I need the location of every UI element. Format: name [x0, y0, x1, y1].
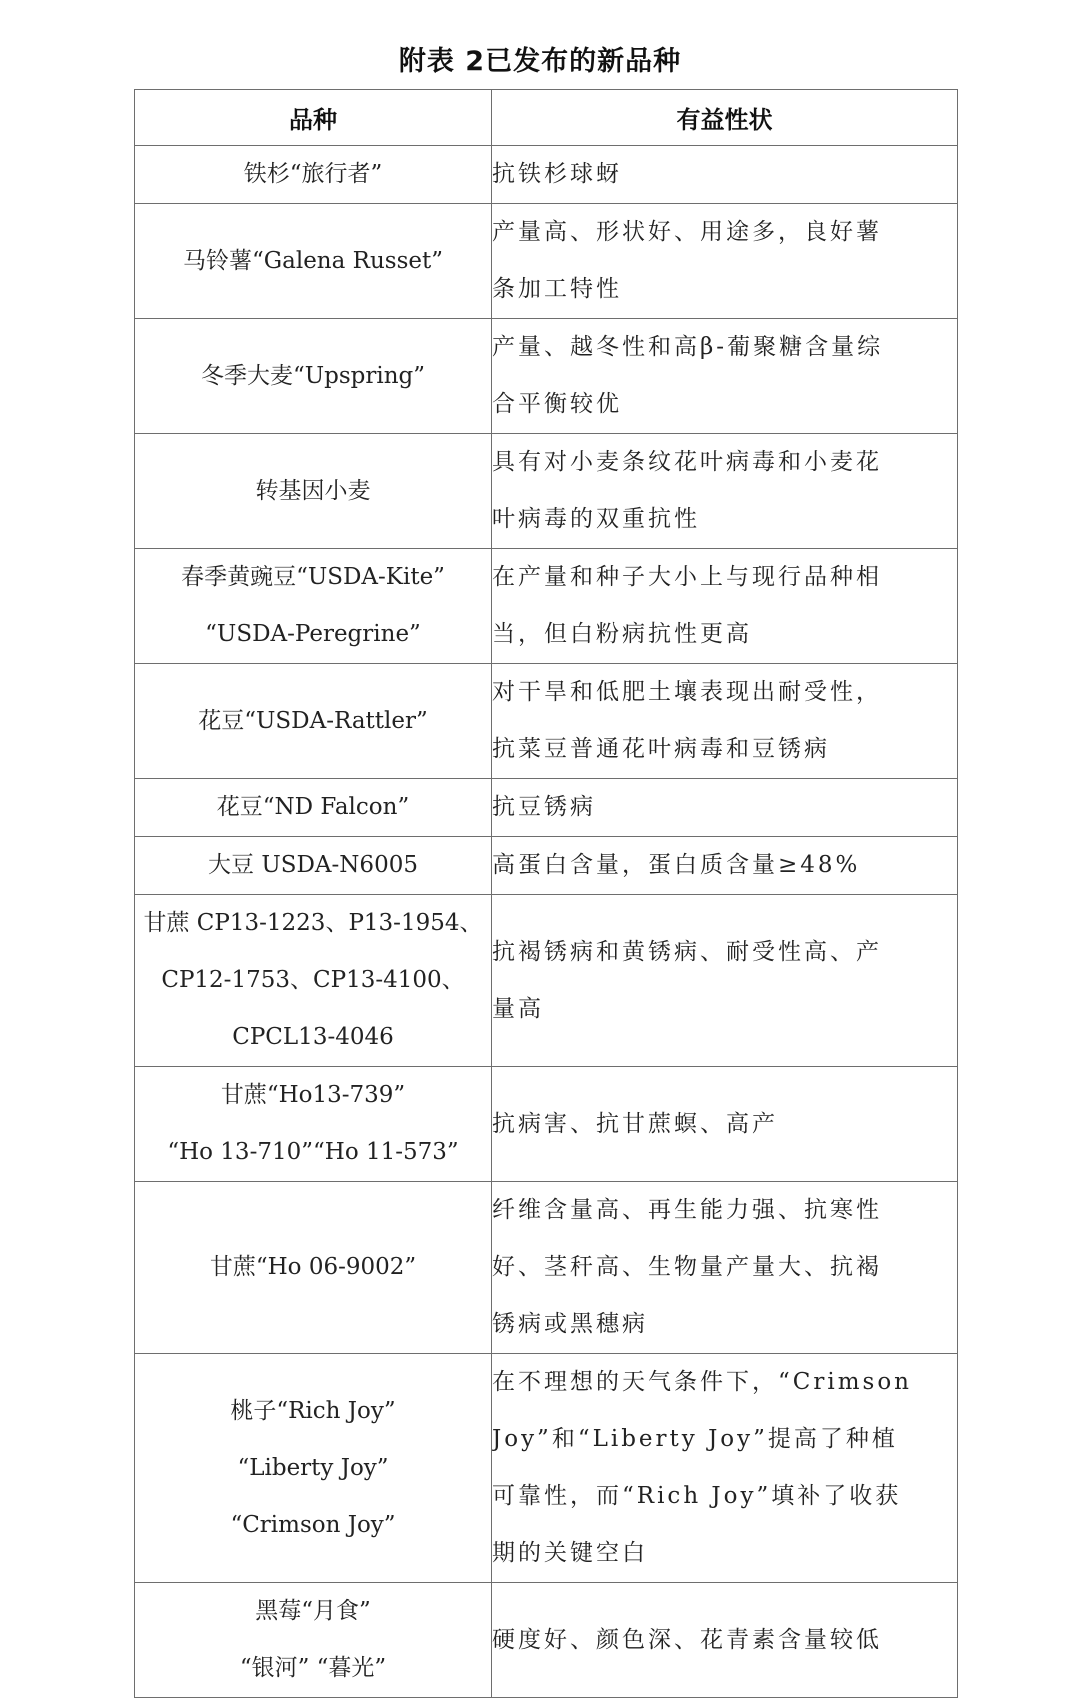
- trait-text-line: 锈病或黑穗病: [492, 1311, 648, 1337]
- trait-text-line: 抗铁杉球蚜: [492, 161, 622, 187]
- table-row: [135, 664, 958, 779]
- variety-cell: [135, 1583, 492, 1698]
- table-row: [135, 837, 958, 895]
- trait-text-line: 在产量和种子大小上与现行品种相: [492, 564, 882, 590]
- trait-text-line: 对干旱和低肥土壤表现出耐受性，: [492, 679, 882, 705]
- beneficial-traits-cell: [492, 1182, 958, 1354]
- table-row: [135, 1182, 958, 1354]
- trait-text-line: 硬度好、颜色深、花青素含量较低: [492, 1626, 882, 1653]
- variety-name-line: 铁杉“旅行者”: [243, 161, 383, 187]
- beneficial-traits-cell: [492, 434, 958, 549]
- table-row: [135, 1583, 958, 1698]
- trait-text-line: 具有对小麦条纹花叶病毒和小麦花: [492, 449, 882, 475]
- table-row: [135, 1067, 958, 1182]
- table-row: [135, 204, 958, 319]
- variety-name-line: 花豆“USDA-Rattler”: [198, 707, 428, 734]
- variety-cell: [135, 319, 492, 434]
- variety-name-line: 大豆 USDA-N6005: [208, 852, 418, 878]
- table-row: [135, 434, 958, 549]
- table-row: [135, 146, 958, 204]
- variety-cell: [135, 664, 492, 779]
- variety-cell: [135, 204, 492, 319]
- beneficial-traits-cell: [492, 204, 958, 319]
- trait-text-line: 量高: [492, 995, 544, 1022]
- variety-cell: [135, 837, 492, 895]
- table-row: [135, 779, 958, 837]
- variety-cell: [135, 779, 492, 837]
- variety-cell: [135, 1354, 492, 1583]
- variety-name-line: 春季黄豌豆“USDA-Kite”: [181, 564, 445, 590]
- variety-name-line: 黑莓“月食”: [255, 1598, 371, 1624]
- trait-text-line: 抗病害、抗甘蔗螟、高产: [492, 1110, 778, 1137]
- table-caption: 附表 2已发布的新品种: [398, 46, 682, 77]
- variety-name-line: 甘蔗“Ho13-739”: [220, 1082, 406, 1108]
- beneficial-traits-cell: [492, 895, 958, 1067]
- trait-text-line: 条加工特性: [492, 276, 622, 302]
- trait-text-line: 抗菜豆普通花叶病毒和豆锈病: [492, 736, 830, 762]
- table-row: [135, 319, 958, 434]
- trait-text-line: 产量高、形状好、用途多，良好薯: [492, 219, 882, 245]
- trait-text-line: 产量、越冬性和高β-葡聚糖含量综: [492, 334, 884, 360]
- beneficial-traits-cell: [492, 319, 958, 434]
- beneficial-traits-cell: [492, 779, 958, 837]
- variety-name-line: “USDA-Peregrine”: [205, 621, 421, 647]
- variety-cell: [135, 1182, 492, 1354]
- trait-text-line: 高蛋白含量，蛋白质含量≥48%: [492, 852, 861, 878]
- beneficial-traits-cell: [492, 549, 958, 664]
- trait-text-line: Joy”和“Liberty Joy”提高了种植: [492, 1426, 898, 1452]
- trait-text-line: 当，但白粉病抗性更高: [492, 621, 752, 647]
- trait-text-line: 纤维含量高、再生能力强、抗寒性: [492, 1197, 882, 1223]
- table-header-row: [135, 90, 958, 146]
- variety-cell: [135, 1067, 492, 1182]
- column-header-beneficial-traits: 有益性状: [492, 90, 958, 146]
- trait-text-line: 合平衡较优: [492, 391, 622, 417]
- beneficial-traits-cell: [492, 1583, 958, 1698]
- new-varieties-table: [134, 89, 958, 1698]
- trait-text-line: 在不理想的天气条件下，“Crimson: [492, 1369, 912, 1395]
- beneficial-traits-cell: [492, 1067, 958, 1182]
- variety-name-line: 马铃薯“Galena Russet”: [183, 247, 443, 274]
- beneficial-traits-cell: [492, 837, 958, 895]
- column-header-variety: 品种: [135, 90, 492, 146]
- trait-text-line: 叶病毒的双重抗性: [492, 506, 700, 532]
- beneficial-traits-cell: [492, 1354, 958, 1583]
- table-body: [135, 146, 958, 1698]
- table-row: [135, 549, 958, 664]
- beneficial-traits-cell: [492, 664, 958, 779]
- variety-name-line: “银河” “暮光”: [239, 1655, 387, 1681]
- variety-name-line: 甘蔗 CP13-1223、P13-1954、: [143, 910, 483, 936]
- variety-name-line: 甘蔗“Ho 06-9002”: [209, 1254, 417, 1280]
- variety-name-line: 桃子“Rich Joy”: [230, 1397, 396, 1424]
- trait-text-line: 抗褐锈病和黄锈病、耐受性高、产: [492, 938, 882, 965]
- variety-name-line: 冬季大麦“Upspring”: [200, 362, 426, 389]
- variety-name-line: 转基因小麦: [255, 477, 371, 504]
- variety-cell: [135, 434, 492, 549]
- variety-name-line: CP12-1753、CP13-4100、: [161, 967, 465, 993]
- variety-name-line: “Liberty Joy”: [237, 1454, 389, 1481]
- trait-text-line: 期的关键空白: [492, 1540, 648, 1566]
- trait-text-line: 可靠性，而“Rich Joy”填补了收获: [492, 1483, 902, 1509]
- variety-name-line: CPCL13-4046: [232, 1024, 394, 1050]
- variety-name-line: “Ho 13-710”“Ho 11-573”: [167, 1139, 459, 1165]
- table-row: [135, 1354, 958, 1583]
- trait-text-line: 抗豆锈病: [492, 794, 596, 820]
- trait-text-line: 好、茎秆高、生物量产量大、抗褐: [492, 1254, 882, 1280]
- variety-cell: [135, 549, 492, 664]
- table-row: [135, 895, 958, 1067]
- beneficial-traits-cell: [492, 146, 958, 204]
- variety-cell: [135, 895, 492, 1067]
- variety-name-line: “Crimson Joy”: [230, 1511, 396, 1538]
- variety-cell: [135, 146, 492, 204]
- variety-name-line: 花豆“ND Falcon”: [216, 794, 410, 820]
